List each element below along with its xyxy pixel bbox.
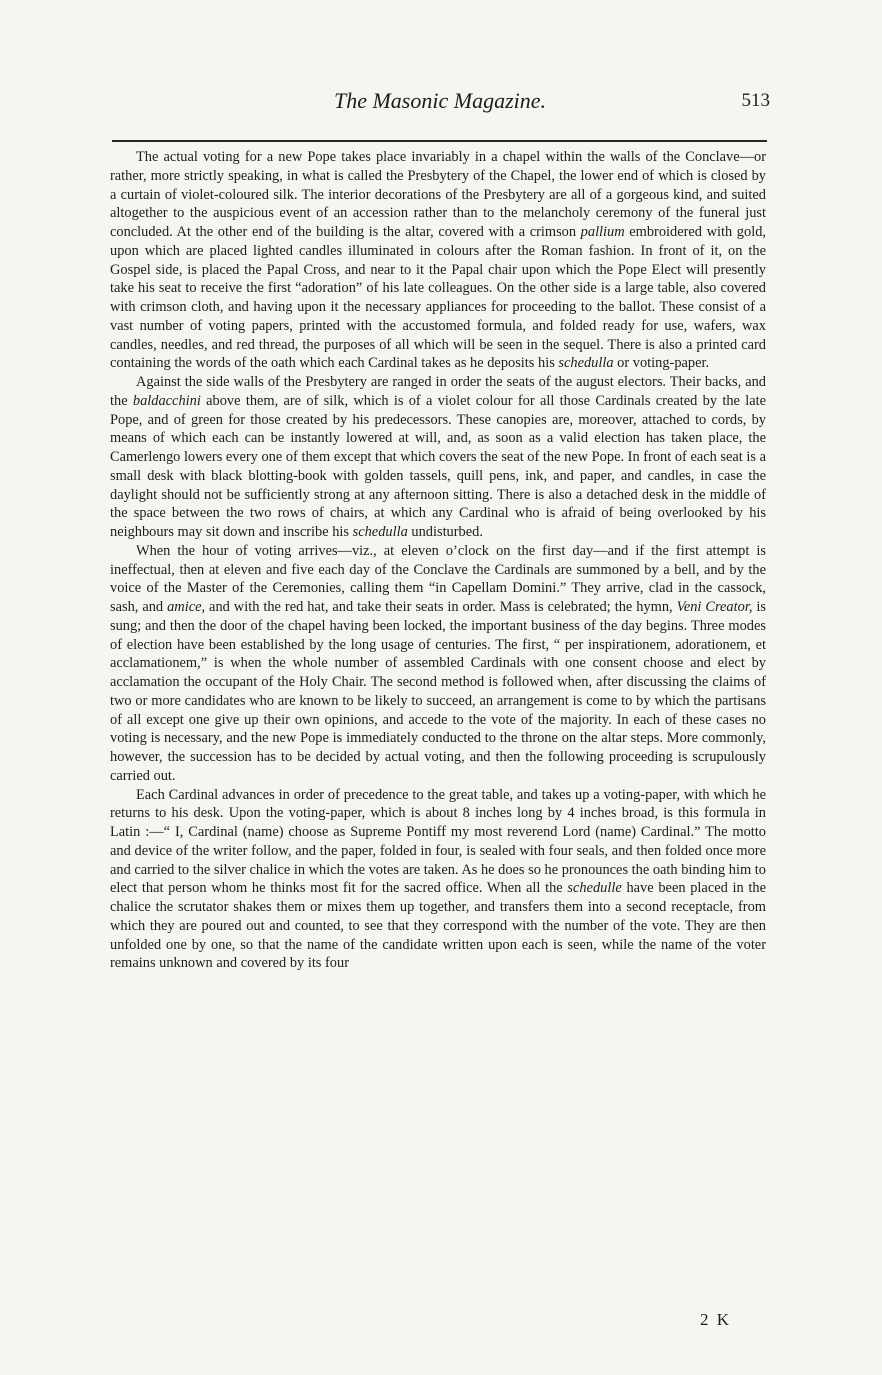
page-header <box>110 88 770 128</box>
italic-term: schedulle <box>567 880 622 897</box>
text-run: above them, are of silk, which is of a violet colour for all those Cardinals created by the late Pope, and of green for those created by his predecessors. These canopies are, moreover, attached to cords, by means of which each can be instantly lowered at will, and, as soon as a valid election has taken place, the Camerlengo lowers every one of them except that which covers the seat of the new Pope. In front of each seat is a small desk with black blotting-book with golden tassels, quill pens, ink, and paper, and candles, in case the daylight should not be sufficiently strong at any afternoon sitting. There is also a detached desk in the middle of the space between the two rows of chairs, at which any Cardinal who is afraid of being overlooked by his neighbours may sit down and inscribe his <box>110 392 766 540</box>
text-run: or voting-paper. <box>613 355 710 372</box>
text-run: undisturbed. <box>407 524 483 540</box>
article-body <box>110 148 766 973</box>
text-run: and with the red hat, and take their seats in order. Mass is celebrated; the hymn, <box>205 599 677 615</box>
italic-term: schedulla <box>558 355 614 372</box>
text-run: is sung; and then the door of the chapel having been locked, the important business of the day begins. Three modes of election have been established by the long usage of centuries. The first, “ per inspirationem, adorationem, et acclamationem,” is when the whole number of assembled Cardinals with one consent choose and elect by acclamation the occupant of the Holy Chair. The second method is followed when, after discussing the claims of two or more candidates who are known to be likely to succeed, an arrangement is come to by which the partisans of all except one give up their own opinions, and accede to the vote of the majority. In each of these cases no voting is necessary, and the new Pope is immediately conducted to the throne on the altar steps. More commonly, however, the succession has to be decided by actual voting, and then the following proceeding is scrupulously carried out. <box>110 599 766 784</box>
header-rule <box>112 140 767 142</box>
italic-term: baldacchini <box>132 392 201 409</box>
signature-mark: 2 K <box>700 1310 732 1329</box>
text-run: The actual voting for a new Pope takes place invariably in a chapel within the walls of the Conclave—or rather, more strictly speaking, in what is called the Presbytery of the Chapel, the lower end of which is closed by a curtain of violet-coloured silk. The interior decorations of the Presbytery are all of a gorgeous kind, and suited altogether to the auspicious event of an accession rather than to the melancholy ceremony of the funeral just concluded. At the other end of the building is the altar, covered with a crimson <box>110 149 766 240</box>
text-run: When the hour of voting arrives—viz., at eleven o’clock on the first day—and if the first attempt is ineffectual, then at eleven and five each day of the Conclave the Cardinals are summoned by a bell, and by the voice of the Master of the Ceremonies, calling them “in Capellam Domini.” They arrive, clad in the cassock, sash, and <box>110 542 766 615</box>
page-number: 513 <box>741 90 770 111</box>
running-title: The Masonic Magazine. <box>333 88 547 113</box>
paragraph <box>110 786 766 974</box>
text-run: have been placed in the chalice the scrutator shakes them or mixes them up together, and transfers them into a second receptacle, from which they are poured out and counted, to see that they correspond with the number of the vote. They are then unfolded one by one, so that the name of the candidate written upon each is seen, while the name of the voter remains unknown and covered by its four <box>110 880 766 972</box>
italic-term: amice, <box>167 599 206 615</box>
text-run: Against the side walls of the Presbytery are ranged in order the seats of the august electors. Their backs, and the <box>110 374 766 409</box>
paragraph <box>110 542 766 786</box>
italic-term: pallium <box>580 224 625 240</box>
text-run: embroidered with gold, upon which are placed lighted candles illuminated in colours after the Roman fashion. In front of it, on the Gospel side, is placed the Papal Cross, and near to it the Papal chair upon which the Pope Elect will presently take his seat to receive the first “adoration” of his late colleagues. On the other side is a large table, also covered with crimson cloth, and having upon it the necessary appliances for proceeding to the ballot. These consist of a vast number of voting papers, printed with the accustomed formula, and folded ready for use, wafers, wax candles, needles, and red thread, the purposes of all which will be seen in the sequel. There is also a printed card containing the words of the oath which each Cardinal takes as he deposits his <box>110 224 766 372</box>
italic-term: schedulla <box>352 524 408 540</box>
italic-term: Veni Creator, <box>676 599 753 615</box>
text-run: Each Cardinal advances in order of precedence to the great table, and takes up a voting-paper, with which he returns to his desk. Upon the voting-paper, which is about 8 inches long by 4 inches broad, is this formula in Latin :—“ I, Cardinal (name) choose as Supreme Pontiff my most reverend Lord (name) Cardinal.” The motto and device of the writer follow, and the paper, folded in four, is sealed with four seals, and then folded once more and carried to the silver chalice in which the votes are taken. As he does so he pronounces the oath binding him to elect that person whom he thinks most fit for the sacred office. When all the <box>110 786 766 897</box>
paragraph <box>110 148 766 373</box>
paragraph <box>110 373 766 542</box>
